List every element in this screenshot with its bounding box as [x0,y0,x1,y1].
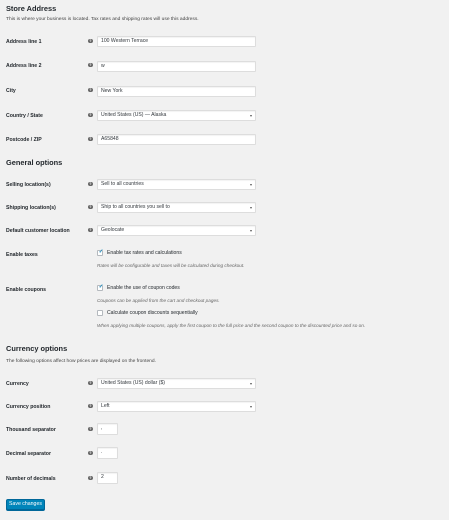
checkmark-icon: ✓ [98,284,104,291]
sequential-coupons-note: When applying multiple coupons, apply the first coupon to the full price and the second coupon to the discounted price and so on. [97,323,366,328]
address-line-2-input[interactable]: w [97,61,256,72]
shipping-locations-value: Ship to all countries you sell to [101,204,170,210]
default-customer-location-select[interactable] [97,225,256,236]
address-line-2-label: Address line 2 [6,63,42,69]
chevron-down-icon [250,406,252,408]
postcode-input[interactable]: A65848 [97,134,256,145]
help-tip-icon[interactable]: ? [89,450,92,455]
chevron-down-icon [250,230,252,232]
country-state-select[interactable] [97,110,256,121]
currency-select[interactable] [97,378,256,389]
country-state-label: Country / State [6,113,43,119]
checkmark-icon: ✓ [98,249,104,256]
enable-taxes-note: Rates will be configurable and taxes will be calculated during checkout. [97,263,245,268]
thousand-separator-input[interactable]: , [97,423,118,435]
currency-position-label: Currency position [6,404,51,410]
enable-taxes-checkbox-label[interactable]: Enable tax rates and calculations [107,250,182,256]
help-tip-icon[interactable]: ? [89,403,92,408]
help-tip-icon[interactable]: ? [89,112,92,117]
help-tip-icon[interactable]: ? [89,62,92,67]
country-state-value: United States (US) — Alaska [101,112,167,118]
decimal-separator-label: Decimal separator [6,451,51,457]
enable-coupons-checkbox-label[interactable]: Enable the use of coupon codes [107,285,180,291]
address-line-1-input[interactable]: 100 Western Terrace [97,36,256,47]
default-customer-location-value: Geolocate [101,227,125,233]
help-tip-icon[interactable]: ? [89,181,92,186]
currency-value: United States (US) dollar ($) [101,380,165,386]
selling-locations-select[interactable] [97,179,256,190]
selling-locations-label: Selling location(s) [6,182,51,188]
help-tip-icon[interactable]: ? [89,204,92,209]
city-input[interactable]: New York [97,86,256,97]
currency-position-select[interactable] [97,401,256,412]
help-tip-icon[interactable]: ? [89,87,92,92]
enable-coupons-checkbox[interactable] [97,285,103,291]
shipping-locations-label: Shipping location(s) [6,205,56,211]
decimal-separator-input[interactable]: . [97,447,118,459]
selling-locations-value: Sell to all countries [101,181,144,187]
currency-position-value: Left [101,403,110,409]
sequential-coupons-checkbox-label[interactable]: Calculate coupon discounts sequentially [107,310,198,316]
thousand-separator-label: Thousand separator [6,427,56,433]
default-customer-location-label: Default customer location [6,228,70,234]
shipping-locations-select[interactable] [97,202,256,213]
section-title-general-options: General options [6,158,63,167]
help-tip-icon[interactable]: ? [89,38,92,43]
address-line-1-label: Address line 1 [6,39,42,45]
store-address-description: This is where your business is located. Tax rates and shipping rates will use this address. [6,17,199,22]
help-tip-icon[interactable]: ? [89,380,92,385]
enable-coupons-note: Coupons can be applied from the cart and checkout pages. [97,298,220,303]
chevron-down-icon [250,184,252,186]
currency-label: Currency [6,381,29,387]
enable-coupons-label: Enable coupons [6,287,47,293]
chevron-down-icon [250,383,252,385]
chevron-down-icon [250,115,252,117]
postcode-label: Postcode / ZIP [6,137,42,143]
section-title-store-address: Store Address [6,4,57,13]
chevron-down-icon [250,207,252,209]
number-of-decimals-label: Number of decimals [6,476,56,482]
save-changes-button[interactable]: Save changes [6,499,45,510]
help-tip-icon[interactable]: ? [89,475,92,480]
enable-taxes-label: Enable taxes [6,252,38,258]
currency-options-description: The following options affect how prices are displayed on the frontend. [6,359,156,364]
number-of-decimals-input[interactable]: 2 [97,472,118,484]
sequential-coupons-checkbox[interactable] [97,310,103,316]
help-tip-icon[interactable]: ? [89,227,92,232]
city-label: City [6,88,16,94]
help-tip-icon[interactable]: ? [89,426,92,431]
enable-taxes-checkbox[interactable] [97,250,103,256]
help-tip-icon[interactable]: ? [89,136,92,141]
section-title-currency-options: Currency options [6,344,68,353]
